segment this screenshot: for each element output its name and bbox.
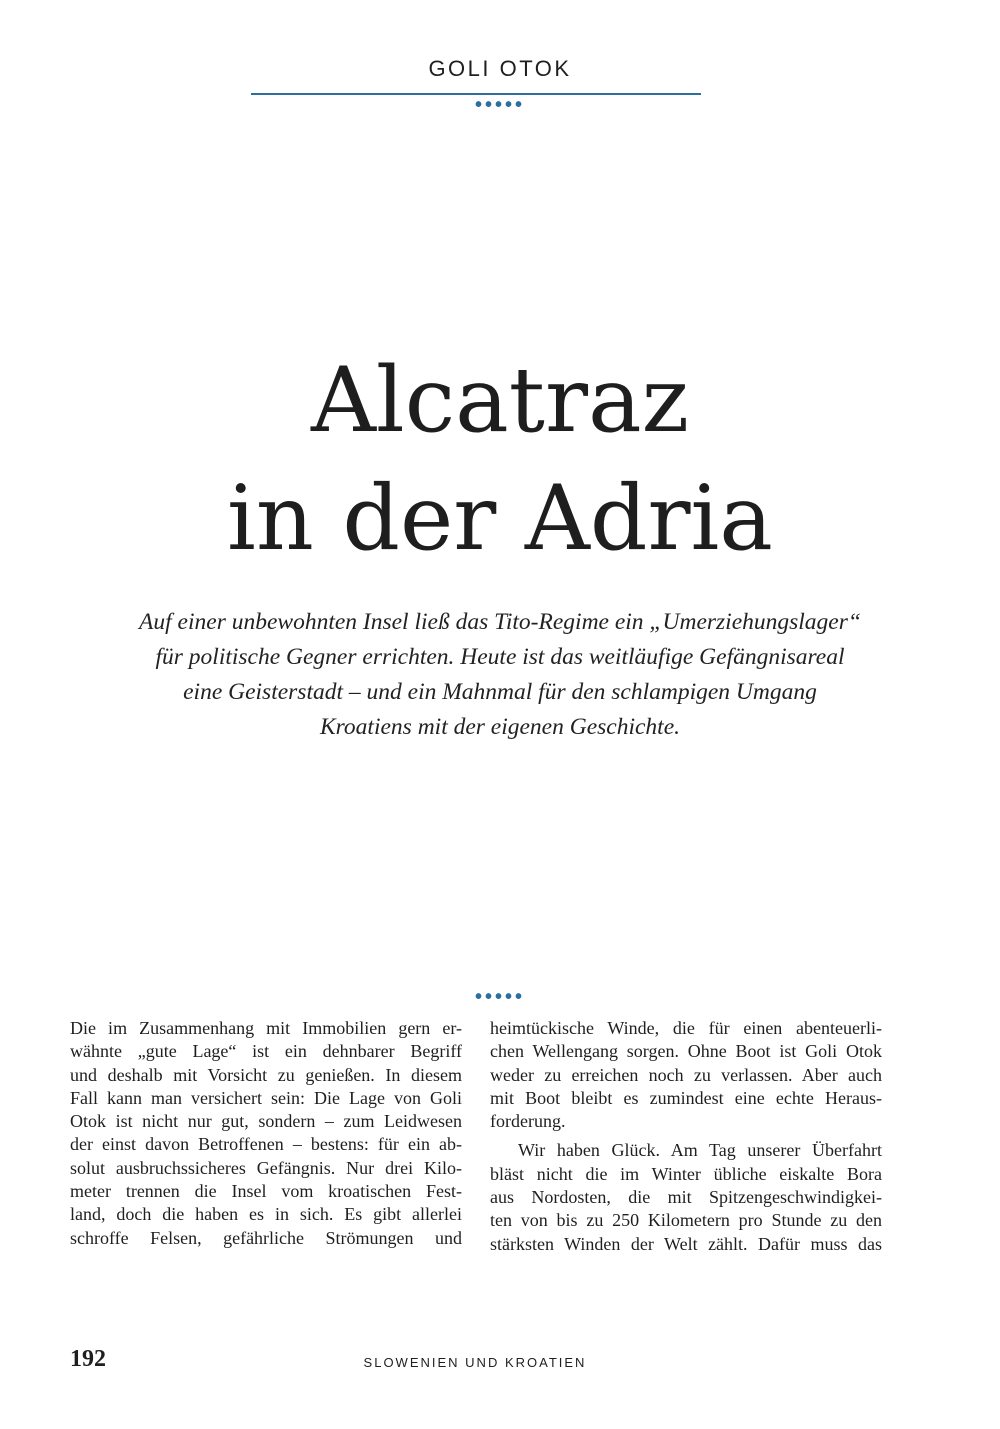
body-line: und deshalb mit Vorsicht zu genießen. In diesem bbox=[70, 1064, 462, 1085]
body-line: land, doch die haben es in sich. Es gibt allerlei bbox=[70, 1204, 462, 1225]
lede-line: Auf einer unbewohnten Insel ließ das Tito-Regime ein „Umerziehungslager“ bbox=[139, 609, 861, 635]
body-line: weder zu erreichen noch zu verlassen. Aber auch bbox=[490, 1064, 882, 1085]
body-line: mit Boot bleibt es zumindest eine echte Heraus- bbox=[490, 1087, 882, 1108]
section-header: GOLI OTOK bbox=[428, 56, 572, 81]
body-line: heimtückische Winde, die für einen abenteuerli- bbox=[490, 1018, 882, 1038]
header-ornament: ••••• bbox=[474, 94, 525, 116]
body-line: solut ausbruchssicheres Gefängnis. Nur drei Kilo- bbox=[70, 1157, 462, 1178]
body-line: Die im Zusammenhang mit Immobilien gern er- bbox=[70, 1018, 462, 1038]
body-line: forderung. bbox=[490, 1111, 566, 1132]
page-number: 192 bbox=[70, 1346, 106, 1372]
body-column-left bbox=[70, 1017, 462, 1250]
body-line: Otok ist nicht nur gut, sondern – zum Leidwesen bbox=[70, 1111, 462, 1132]
body-line: bläst nicht die im Winter übliche eiskalte Bora bbox=[490, 1163, 882, 1184]
lede-line: eine Geisterstadt – und ein Mahnmal für den schlampigen Umgang bbox=[183, 679, 817, 705]
lede-line: für politische Gegner errichten. Heute ist das weitläufige Gefängnisareal bbox=[155, 644, 845, 670]
lede-line: Kroatiens mit der eigenen Geschichte. bbox=[319, 714, 681, 740]
body-column-right bbox=[490, 1017, 882, 1256]
article-title bbox=[0, 342, 1000, 578]
running-footer: SLOWENIEN UND KROATIEN bbox=[363, 1355, 587, 1370]
body-line: stärksten Winden der Welt zählt. Dafür muss das bbox=[490, 1233, 882, 1254]
article-title-line: Alcatraz bbox=[310, 348, 690, 453]
body-line: aus Nordosten, die mit Spitzengeschwindigkei- bbox=[490, 1187, 882, 1208]
article-title-line: in der Adria bbox=[227, 466, 773, 571]
body-line: schroffe Felsen, gefährliche Strömungen und bbox=[70, 1227, 462, 1248]
body-line: wähnte „gute Lage“ ist ein dehnbarer Begriff bbox=[70, 1041, 462, 1062]
body-line: der einst davon Betroffenen – bestens: für ein ab- bbox=[70, 1134, 462, 1155]
body-line: ten von bis zu 250 Kilometern pro Stunde zu den bbox=[490, 1210, 882, 1231]
section-divider: ••••• bbox=[474, 986, 525, 1008]
body-line: Fall kann man versichert sein: Die Lage von Goli bbox=[70, 1087, 462, 1108]
article-lede bbox=[90, 605, 910, 745]
body-line: Wir haben Glück. Am Tag unserer Überfahrt bbox=[518, 1140, 882, 1161]
body-line: chen Wellengang sorgen. Ohne Boot ist Goli Otok bbox=[490, 1041, 882, 1062]
body-line: meter trennen die Insel vom kroatischen Fest- bbox=[70, 1181, 462, 1202]
